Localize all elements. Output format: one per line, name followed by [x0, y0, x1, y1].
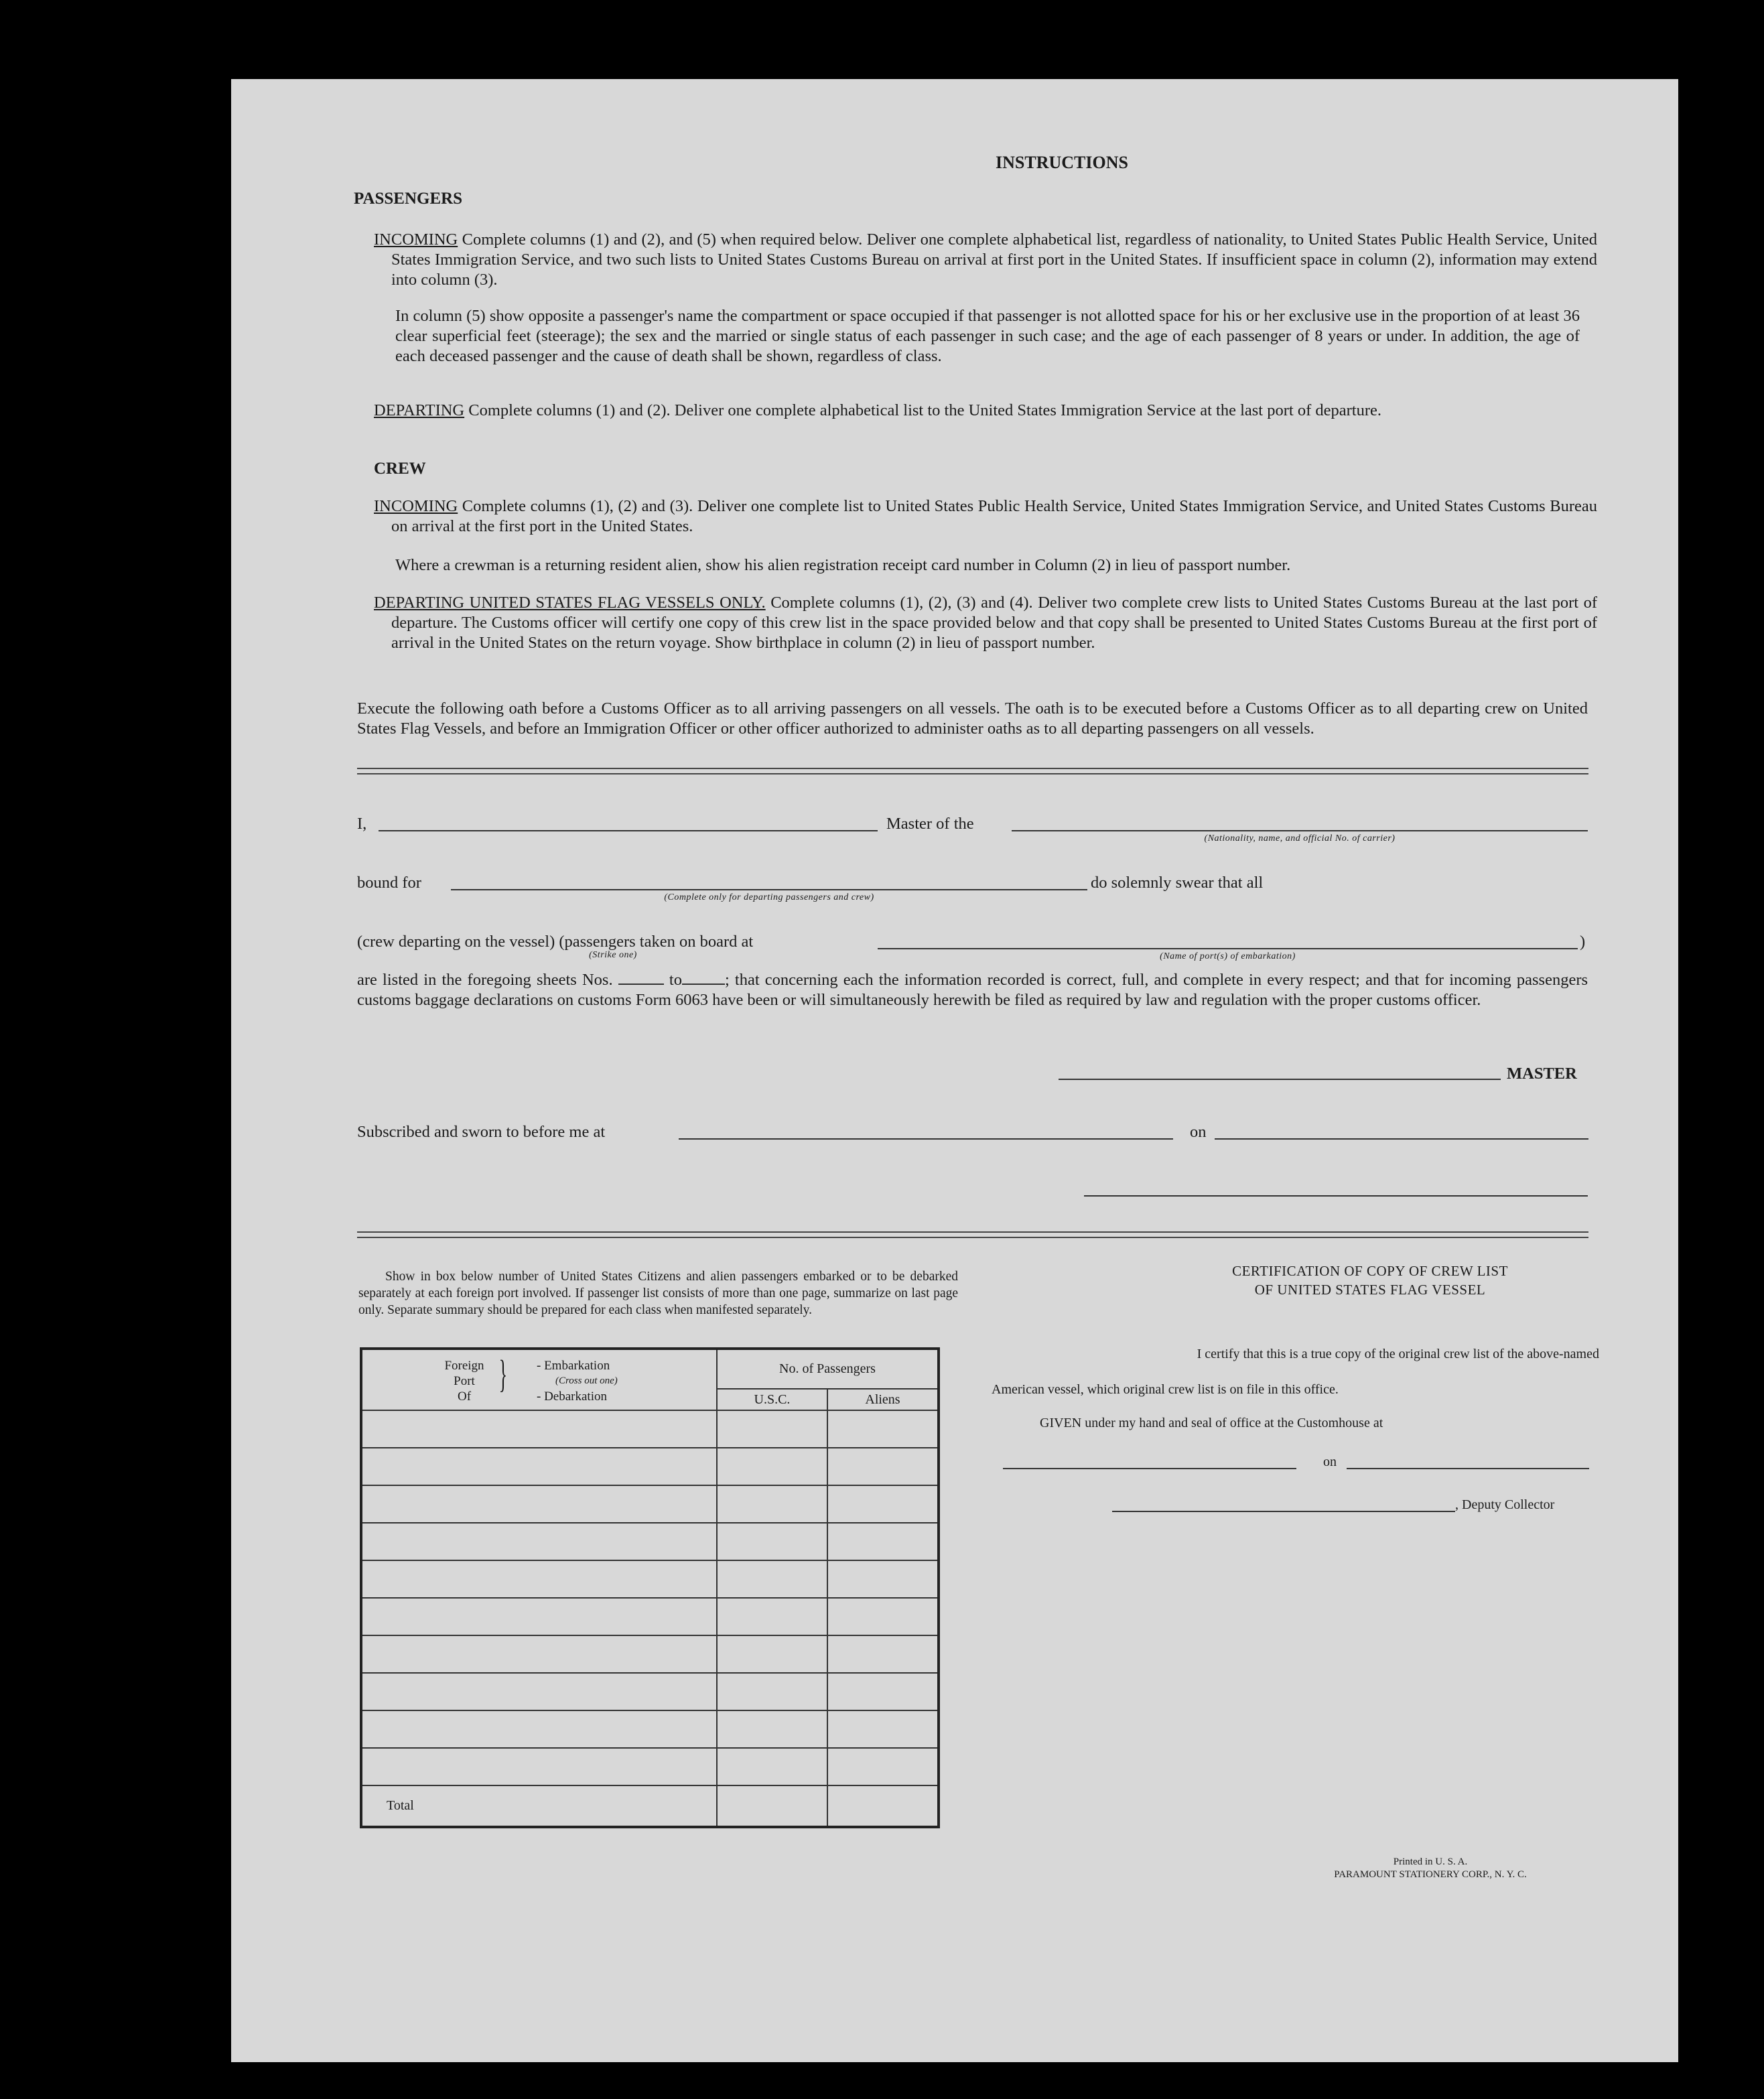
- oath-paragraph: [357, 970, 1588, 1010]
- passengers-heading: PASSENGERS: [354, 190, 463, 208]
- listed-text-a: are listed in the foregoing sheets Nos.: [357, 971, 613, 989]
- table-row: [361, 1485, 939, 1523]
- deputy-signature-field[interactable]: [1112, 1511, 1455, 1512]
- no-passengers-header: No. of Passengers: [717, 1349, 939, 1389]
- carrier-field[interactable]: [1012, 830, 1588, 831]
- usc-cell[interactable]: [717, 1598, 827, 1635]
- master-signature-field[interactable]: [1059, 1079, 1501, 1080]
- certification-on-label: on: [1323, 1454, 1337, 1469]
- total-label: Total: [361, 1785, 717, 1827]
- aliens-cell[interactable]: [827, 1410, 939, 1448]
- usc-cell[interactable]: [717, 1523, 827, 1560]
- table-row: [361, 1598, 939, 1635]
- aliens-cell[interactable]: [827, 1748, 939, 1785]
- deputy-collector-label: , Deputy Collector: [1455, 1497, 1555, 1512]
- table-row: [361, 1560, 939, 1598]
- usc-header: U.S.C.: [717, 1389, 827, 1410]
- crew-departing-label: DEPARTING UNITED STATES FLAG VESSELS ONLY.: [374, 594, 766, 612]
- page-title: INSTRUCTIONS: [996, 153, 1128, 172]
- customhouse-field[interactable]: [1003, 1468, 1296, 1469]
- table-row: [361, 1448, 939, 1485]
- passengers-incoming-text: Complete columns (1) and (2), and (5) when required below. Deliver one complete alphabetical list, regardless of nationality, to United States Public Health Service, United States Immigration Service, and two such lists to United States Customs Bureau on arrival at first port in the United States. If insufficient space in column (2), information may extend into column (3).: [391, 230, 1598, 289]
- port-cell[interactable]: [361, 1485, 717, 1523]
- listed-text-b: ; that concerning each the information recorded is correct, full, and complete in every respect; and that for incoming passengers customs baggage declarations on customs Form 6063 have been or will simultaneously herewith be filed as required by law and regulation with the proper customs officer.: [357, 971, 1588, 1009]
- of-text: Of: [457, 1390, 472, 1404]
- form-page: [231, 79, 1678, 2062]
- passengers-column5-paragraph: In column (5) show opposite a passenger's name the compartment or space occupied if that passenger is not allotted space for his or her exclusive use in the proportion of at least 36 clear superficial feet (steerage); the sex and the married or single status of each passenger in such case; and the age of each passenger of 8 years or under. In addition, the age of each deceased passenger and the cause of death shall be shown, regardless of class.: [395, 307, 1580, 365]
- master-of-the-label: Master of the: [886, 815, 974, 833]
- aliens-cell[interactable]: [827, 1710, 939, 1748]
- carrier-caption: (Nationality, name, and official No. of carrier): [1204, 833, 1396, 843]
- port-cell[interactable]: [361, 1748, 717, 1785]
- bound-for-caption: (Complete only for departing passengers and crew): [664, 892, 874, 902]
- crew-incoming-text: Complete columns (1), (2) and (3). Deliver one complete list to United States Public Health Service, United States Immigration Service, and United States Customs Bureau on arrival at the first port in the United States.: [391, 497, 1597, 535]
- port-cell[interactable]: [361, 1673, 717, 1710]
- crew-incoming-paragraph: [374, 496, 1597, 537]
- aliens-cell[interactable]: [827, 1560, 939, 1598]
- embarkation-ports-field[interactable]: [878, 948, 1578, 949]
- usc-cell[interactable]: [717, 1635, 827, 1673]
- usc-cell[interactable]: [717, 1710, 827, 1748]
- aliens-cell[interactable]: [827, 1448, 939, 1485]
- port-header-cell: [361, 1349, 717, 1410]
- usc-cell[interactable]: [717, 1485, 827, 1523]
- table-row: [361, 1710, 939, 1748]
- port-text: Port: [454, 1374, 475, 1388]
- passengers-departing-label: DEPARTING: [374, 401, 465, 419]
- sheet-to-field[interactable]: [682, 973, 725, 985]
- swear-label: do solemnly swear that all: [1091, 874, 1264, 892]
- certify-line1: I certify that this is a true copy of the original crew list of the above-named: [1197, 1347, 1599, 1361]
- passengers-departing-paragraph: [374, 401, 1597, 421]
- usc-total-cell[interactable]: [717, 1785, 827, 1827]
- section-divider: [357, 768, 1588, 774]
- sworn-date-field[interactable]: [1215, 1138, 1588, 1140]
- embark-options: [537, 1358, 618, 1404]
- sworn-on-label: on: [1190, 1123, 1207, 1141]
- table-row: [361, 1635, 939, 1673]
- passengers-incoming-label: INCOMING: [374, 230, 458, 249]
- aliens-cell[interactable]: [827, 1523, 939, 1560]
- table-row: [361, 1748, 939, 1785]
- printer-line1: Printed in U. S. A.: [1393, 1856, 1468, 1867]
- crew-departing-paragraph: [374, 593, 1597, 653]
- foreign-port-label: [437, 1358, 491, 1404]
- usc-cell[interactable]: [717, 1448, 827, 1485]
- port-cell[interactable]: [361, 1598, 717, 1635]
- printer-imprint: [1290, 1856, 1571, 1881]
- port-cell[interactable]: [361, 1410, 717, 1448]
- oath-i-label: I,: [357, 815, 367, 833]
- printer-line2: PARAMOUNT STATIONERY CORP., N. Y. C.: [1334, 1869, 1527, 1880]
- officer-signature-field[interactable]: [1084, 1195, 1588, 1197]
- embarkation-option[interactable]: - Embarkation: [537, 1359, 610, 1373]
- sworn-place-field[interactable]: [679, 1138, 1173, 1140]
- aliens-cell[interactable]: [827, 1598, 939, 1635]
- foreign-text: Foreign: [444, 1359, 484, 1373]
- brace-icon: }: [498, 1352, 508, 1396]
- close-paren: ): [1580, 933, 1586, 951]
- usc-cell[interactable]: [717, 1673, 827, 1710]
- embarkation-ports-caption: (Name of port(s) of embarkation): [1160, 951, 1296, 961]
- port-cell[interactable]: [361, 1710, 717, 1748]
- usc-cell[interactable]: [717, 1748, 827, 1785]
- port-cell[interactable]: [361, 1523, 717, 1560]
- listed-to-label: to: [669, 971, 682, 989]
- usc-cell[interactable]: [717, 1410, 827, 1448]
- certify-line2: American vessel, which original crew list is on file in this office.: [992, 1382, 1339, 1397]
- crew-incoming-label: INCOMING: [374, 497, 458, 515]
- debarkation-option[interactable]: - Debarkation: [537, 1390, 607, 1404]
- summary-instructions: Show in box below number of United States Citizens and alien passengers embarked or to be debarked separately at each foreign port involved. If passenger list consists of more than one page, summarize on last page only. Separate summary should be prepared for each class when manifested separately.: [358, 1270, 958, 1317]
- cross-out-note: (Cross out one): [555, 1375, 618, 1386]
- table-row: [361, 1673, 939, 1710]
- oath-instructions: Execute the following oath before a Customs Officer as to all arriving passengers on all vessels. The oath is to be executed before a Customs Officer as to all departing crew on United States Flag Vessels, and before an Immigration Officer or other officer authorized to administer oaths as to all departing passengers on all vessels.: [357, 699, 1588, 738]
- passenger-summary-table: [360, 1347, 940, 1828]
- port-cell[interactable]: [361, 1635, 717, 1673]
- aliens-cell[interactable]: [827, 1673, 939, 1710]
- section-divider-2: [357, 1231, 1588, 1238]
- certification-date-field[interactable]: [1347, 1468, 1589, 1469]
- port-cell[interactable]: [361, 1560, 717, 1598]
- master-name-field[interactable]: [379, 830, 878, 831]
- given-line: GIVEN under my hand and seal of office at the Customhouse at: [1040, 1416, 1383, 1430]
- passengers-departing-text: Complete columns (1) and (2). Deliver one complete alphabetical list to the United States Immigration Service at the last port of departure.: [468, 401, 1381, 419]
- total-row: [361, 1785, 939, 1827]
- crew-departing-text: Complete columns (1), (2), (3) and (4). Deliver two complete crew lists to United States Customs Bureau at the last port of departure. The Customs officer will certify one copy of this crew list in the space provided below and that copy shall be presented to United States Customs Bureau at the first port of arrival in the United States on the return voyage. Show birthplace in column (2) in lieu of passport number.: [391, 594, 1597, 652]
- aliens-cell[interactable]: [827, 1485, 939, 1523]
- aliens-total-cell[interactable]: [827, 1785, 939, 1827]
- aliens-header: Aliens: [827, 1389, 939, 1410]
- bound-for-label: bound for: [357, 874, 421, 892]
- certification-title-line2: OF UNITED STATES FLAG VESSEL: [1254, 1282, 1486, 1298]
- aliens-cell[interactable]: [827, 1635, 939, 1673]
- certification-title: [1102, 1262, 1638, 1299]
- subscribed-label: Subscribed and sworn to before me at: [357, 1123, 606, 1141]
- table-row: [361, 1410, 939, 1448]
- strike-one-caption: (Strike one): [589, 950, 637, 960]
- usc-cell[interactable]: [717, 1560, 827, 1598]
- table-row: [361, 1523, 939, 1560]
- port-cell[interactable]: [361, 1448, 717, 1485]
- passengers-incoming-paragraph: [374, 230, 1597, 290]
- bound-for-field[interactable]: [451, 889, 1087, 890]
- crew-heading: CREW: [374, 460, 426, 478]
- crew-departing-label: (crew departing on the vessel) (passengers taken on board at: [357, 933, 754, 951]
- sheet-from-field[interactable]: [618, 973, 664, 985]
- crew-resident-paragraph: Where a crewman is a returning resident alien, show his alien registration receipt card number in Column (2) in lieu of passport number.: [395, 556, 1291, 574]
- certification-title-line1: CERTIFICATION OF COPY OF CREW LIST: [1232, 1263, 1508, 1279]
- master-label: MASTER: [1507, 1065, 1577, 1083]
